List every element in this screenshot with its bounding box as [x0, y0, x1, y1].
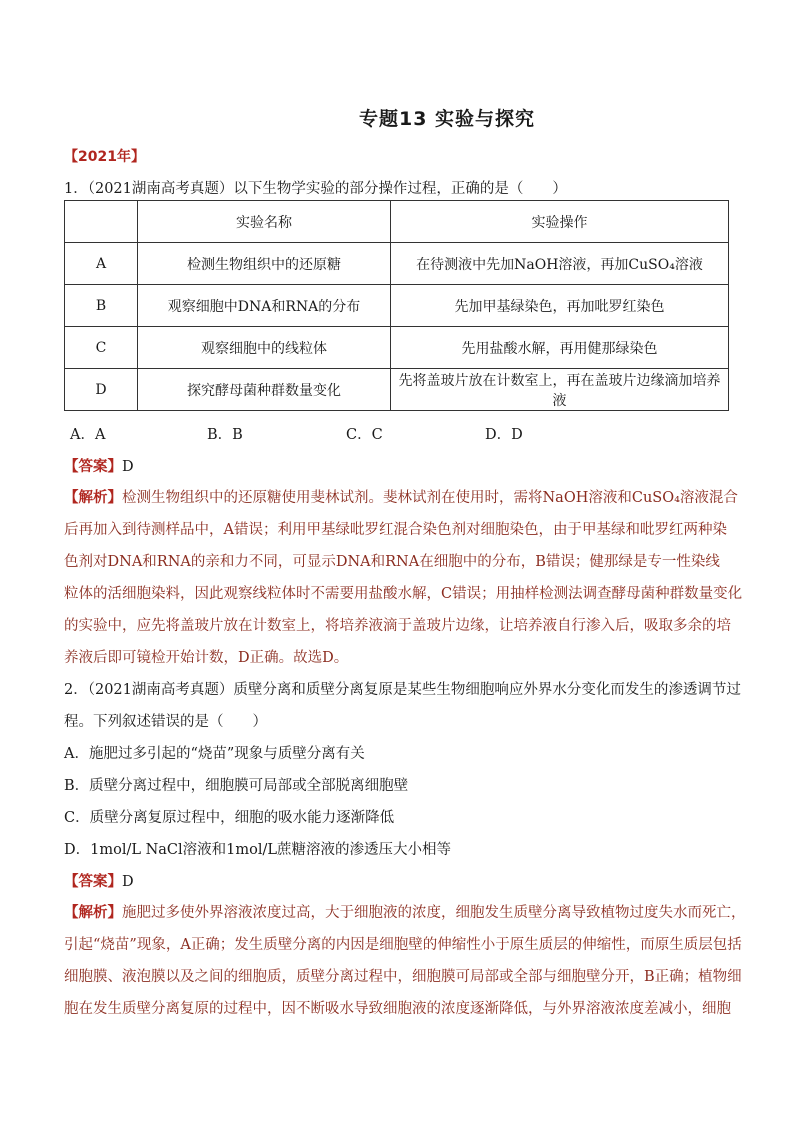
- q2-option-b: B．质壁分离过程中，细胞膜可局部或全部脱离细胞壁: [64, 778, 409, 794]
- q2-option-d: D．1mol/L NaCl溶液和1mol/L蔗糖溶液的渗透压大小相等: [64, 842, 452, 858]
- answer-tag: 【答案】: [64, 459, 122, 475]
- table-cell: 在待测液中先加NaOH溶液，再加CuSO₄溶液: [391, 243, 729, 285]
- q2-stem: 程。下列叙述错误的是（ ）: [64, 714, 267, 730]
- q1-explain-line: 色剂对DNA和RNA的亲和力不同，可显示DNA和RNA在细胞中的分布，B错误；健那绿是专一性染线: [64, 554, 720, 570]
- table-header-cell: 实验操作: [391, 201, 729, 243]
- table-cell: 先加甲基绿染色，再加吡罗红染色: [391, 285, 729, 327]
- table-row: [65, 327, 729, 369]
- table-cell: 先用盐酸水解，再用健那绿染色: [391, 327, 729, 369]
- q1-option-b: B．B: [207, 427, 243, 443]
- table-cell: A: [65, 243, 138, 285]
- q2-answer: [64, 870, 134, 891]
- explain-tag: 【解析】: [64, 905, 122, 921]
- table-cell: 探究酵母菌种群数量变化: [138, 369, 391, 411]
- table-cell: 观察细胞中DNA和RNA的分布: [138, 285, 391, 327]
- table-header-cell: [65, 201, 138, 243]
- table-cell: D: [65, 369, 138, 411]
- table-header-row: [65, 201, 729, 243]
- q1-answer: [64, 455, 134, 476]
- q2-explain-line: 【解析】施肥过多使外界溶液浓度过高，大于细胞液的浓度，细胞发生质壁分离导致植物过度失水而死亡，: [64, 905, 746, 921]
- table-header-cell: 实验名称: [138, 201, 391, 243]
- q1-explain-line: 【解析】检测生物组织中的还原糖使用斐林试剂。斐林试剂在使用时，需将NaOH溶液和CuSO₄溶液混合: [64, 490, 738, 506]
- q1-table: [64, 200, 729, 411]
- q1-option-d: D．D: [485, 427, 523, 443]
- table-cell: B: [65, 285, 138, 327]
- q2-explain-line: 引起“烧苗”现象，A正确；发生质壁分离的内因是细胞壁的伸缩性小于原生质层的伸缩性，而原生质层包括: [64, 937, 742, 953]
- table-cell: 先将盖玻片放在计数室上，再在盖玻片边缘滴加培养液: [391, 369, 729, 411]
- explain-tag: 【解析】: [64, 490, 122, 506]
- q1-explain-line: 养液后即可镜检开始计数，D正确。故选D。: [64, 650, 349, 666]
- q1-option-c: C．C: [346, 427, 383, 443]
- q2-option-c: C．质壁分离复原过程中，细胞的吸水能力逐渐降低: [64, 810, 395, 826]
- q2-stem: 2．（2021湖南高考真题）质壁分离和质壁分离复原是某些生物细胞响应外界水分变化而发生的渗透调节过: [64, 682, 741, 698]
- table-row: [65, 285, 729, 327]
- table-row: [65, 243, 729, 285]
- q1-stem: 1．（2021湖南高考真题）以下生物学实验的部分操作过程，正确的是（ ）: [64, 181, 567, 197]
- q1-explain-line: 后再加入到待测样品中，A错误；利用甲基绿吡罗红混合染色剂对细胞染色，由于甲基绿和吡罗红两种染: [64, 522, 727, 538]
- answer-value: D: [122, 874, 134, 890]
- q2-option-a: A．施肥过多引起的“烧苗”现象与质壁分离有关: [64, 746, 365, 762]
- table-cell: C: [65, 327, 138, 369]
- q1-explain-line: 粒体的活细胞染料，因此观察线粒体时不需要用盐酸水解，C错误；用抽样检测法调查酵母菌种群数量变化: [64, 586, 743, 602]
- table-cell: 检测生物组织中的还原糖: [138, 243, 391, 285]
- q1-option-a: A．A: [70, 427, 106, 443]
- answer-tag: 【答案】: [64, 874, 122, 890]
- q1-explain-line: 的实验中，应先将盖玻片放在计数室上，将培养液滴于盖玻片边缘，让培养液自行渗入后，吸取多余的培: [64, 618, 731, 634]
- q2-explain-line: 胞在发生质壁分离复原的过程中，因不断吸水导致细胞液的浓度逐渐降低，与外界溶液浓度差减小，细胞: [64, 1001, 731, 1017]
- table-row: [65, 369, 729, 411]
- q2-explain-line: 细胞膜、液泡膜以及之间的细胞质，质壁分离过程中，细胞膜可局部或全部与细胞壁分开，B正确；植物细: [64, 969, 742, 985]
- answer-value: D: [122, 459, 134, 475]
- table-cell: 观察细胞中的线粒体: [138, 327, 391, 369]
- year-tag: 【2021年】: [64, 149, 145, 165]
- page-title: 专题13 实验与探究: [358, 108, 536, 130]
